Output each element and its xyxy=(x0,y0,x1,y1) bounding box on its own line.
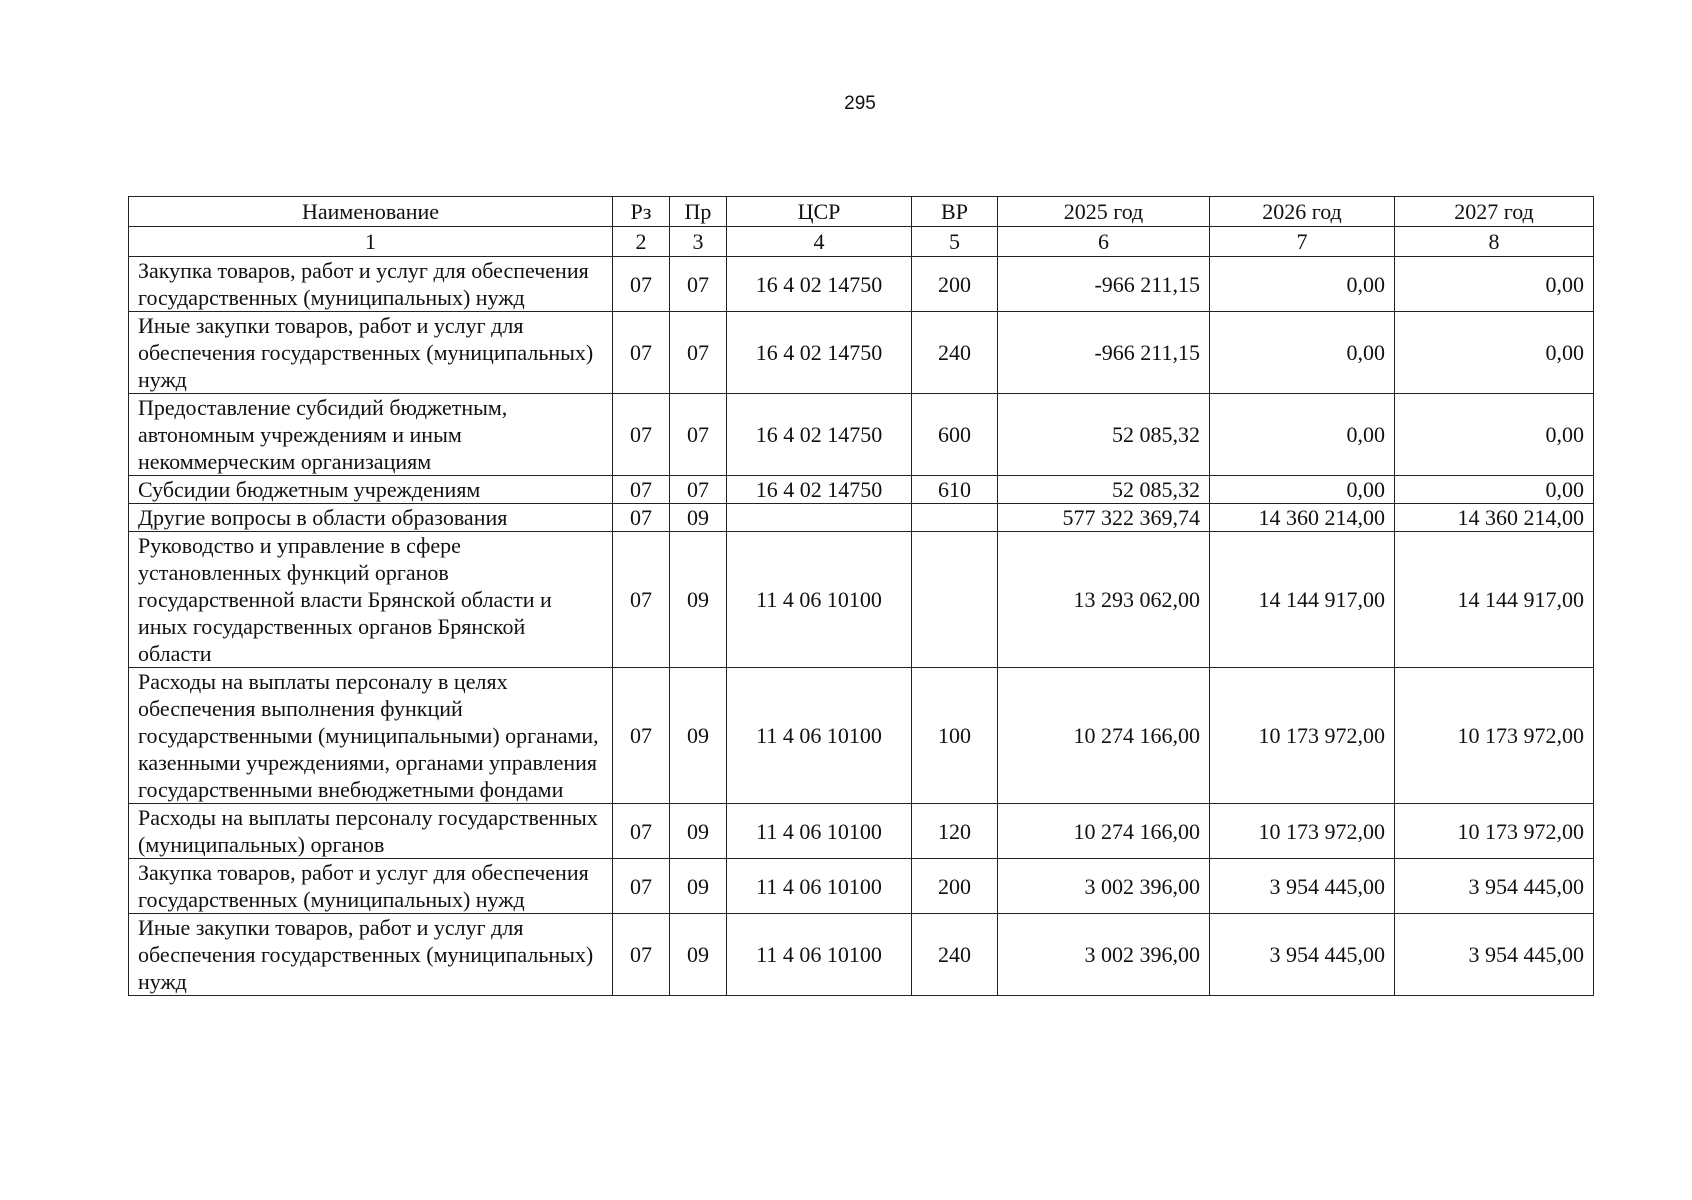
row-vr: 100 xyxy=(912,668,998,804)
column-number: 8 xyxy=(1395,227,1594,257)
row-name: Расходы на выплаты персоналу государственных (муниципальных) органов xyxy=(129,804,613,859)
row-csr: 16 4 02 14750 xyxy=(727,312,912,394)
row-vr xyxy=(912,504,998,532)
row-rz: 07 xyxy=(613,668,670,804)
row-vr: 240 xyxy=(912,312,998,394)
row-csr: 11 4 06 10100 xyxy=(727,914,912,996)
row-2027: 14 360 214,00 xyxy=(1395,504,1594,532)
row-name: Закупка товаров, работ и услуг для обеспечения государственных (муниципальных) нужд xyxy=(129,859,613,914)
row-rz: 07 xyxy=(613,476,670,504)
row-pr: 09 xyxy=(670,804,727,859)
row-pr: 07 xyxy=(670,476,727,504)
table-row xyxy=(129,859,1594,914)
row-vr: 200 xyxy=(912,257,998,312)
row-vr: 200 xyxy=(912,859,998,914)
row-name: Иные закупки товаров, работ и услуг для обеспечения государственных (муниципальных) нужд xyxy=(129,312,613,394)
row-csr: 16 4 02 14750 xyxy=(727,394,912,476)
row-pr: 09 xyxy=(670,859,727,914)
row-csr xyxy=(727,504,912,532)
row-2027: 0,00 xyxy=(1395,394,1594,476)
column-number-row xyxy=(129,227,1594,257)
row-name: Другие вопросы в области образования xyxy=(129,504,613,532)
header-2026: 2026 год xyxy=(1210,197,1395,227)
row-2026: 14 360 214,00 xyxy=(1210,504,1395,532)
row-vr: 600 xyxy=(912,394,998,476)
header-2027: 2027 год xyxy=(1395,197,1594,227)
row-rz: 07 xyxy=(613,394,670,476)
table-row xyxy=(129,312,1594,394)
row-2026: 14 144 917,00 xyxy=(1210,532,1395,668)
row-2027: 0,00 xyxy=(1395,476,1594,504)
row-csr: 11 4 06 10100 xyxy=(727,532,912,668)
row-rz: 07 xyxy=(613,804,670,859)
row-csr: 16 4 02 14750 xyxy=(727,257,912,312)
row-csr: 11 4 06 10100 xyxy=(727,668,912,804)
row-2026: 10 173 972,00 xyxy=(1210,804,1395,859)
row-vr: 240 xyxy=(912,914,998,996)
row-2026: 3 954 445,00 xyxy=(1210,859,1395,914)
row-csr: 11 4 06 10100 xyxy=(727,804,912,859)
column-number: 4 xyxy=(727,227,912,257)
row-name: Руководство и управление в сфере установленных функций органов государственной власти Брянской области и иных государственных органов Брянской области xyxy=(129,532,613,668)
row-2025: 3 002 396,00 xyxy=(998,914,1210,996)
row-2025: 577 322 369,74 xyxy=(998,504,1210,532)
row-pr: 07 xyxy=(670,312,727,394)
column-number: 3 xyxy=(670,227,727,257)
header-row xyxy=(129,197,1594,227)
row-2027: 10 173 972,00 xyxy=(1395,668,1594,804)
row-2026: 0,00 xyxy=(1210,476,1395,504)
table-row xyxy=(129,532,1594,668)
row-2026: 0,00 xyxy=(1210,312,1395,394)
row-pr: 09 xyxy=(670,914,727,996)
row-2026: 0,00 xyxy=(1210,257,1395,312)
column-number: 7 xyxy=(1210,227,1395,257)
row-2025: -966 211,15 xyxy=(998,257,1210,312)
row-2027: 0,00 xyxy=(1395,257,1594,312)
row-csr: 11 4 06 10100 xyxy=(727,859,912,914)
row-2025: -966 211,15 xyxy=(998,312,1210,394)
column-number: 2 xyxy=(613,227,670,257)
row-name: Субсидии бюджетным учреждениям xyxy=(129,476,613,504)
table-row xyxy=(129,504,1594,532)
table-row xyxy=(129,804,1594,859)
header-name: Наименование xyxy=(129,197,613,227)
row-2027: 0,00 xyxy=(1395,312,1594,394)
table-row xyxy=(129,914,1594,996)
row-vr: 120 xyxy=(912,804,998,859)
row-vr xyxy=(912,532,998,668)
column-number: 5 xyxy=(912,227,998,257)
row-name: Предоставление субсидий бюджетным, автономным учреждениям и иным некоммерческим организациям xyxy=(129,394,613,476)
row-rz: 07 xyxy=(613,914,670,996)
row-pr: 09 xyxy=(670,668,727,804)
budget-table xyxy=(128,196,1594,996)
header-rz: Рз xyxy=(613,197,670,227)
table-row xyxy=(129,394,1594,476)
column-number: 6 xyxy=(998,227,1210,257)
row-rz: 07 xyxy=(613,312,670,394)
row-name: Закупка товаров, работ и услуг для обеспечения государственных (муниципальных) нужд xyxy=(129,257,613,312)
row-name: Иные закупки товаров, работ и услуг для обеспечения государственных (муниципальных) нужд xyxy=(129,914,613,996)
table-row xyxy=(129,668,1594,804)
row-2026: 10 173 972,00 xyxy=(1210,668,1395,804)
row-pr: 07 xyxy=(670,257,727,312)
row-2025: 10 274 166,00 xyxy=(998,668,1210,804)
row-2025: 13 293 062,00 xyxy=(998,532,1210,668)
row-2025: 3 002 396,00 xyxy=(998,859,1210,914)
row-pr: 09 xyxy=(670,532,727,668)
row-2027: 3 954 445,00 xyxy=(1395,914,1594,996)
row-2027: 3 954 445,00 xyxy=(1395,859,1594,914)
header-2025: 2025 год xyxy=(998,197,1210,227)
row-rz: 07 xyxy=(613,532,670,668)
row-rz: 07 xyxy=(613,859,670,914)
header-pr: Пр xyxy=(670,197,727,227)
row-2025: 52 085,32 xyxy=(998,476,1210,504)
row-pr: 09 xyxy=(670,504,727,532)
header-csr: ЦСР xyxy=(727,197,912,227)
table-row xyxy=(129,257,1594,312)
header-vr: ВР xyxy=(912,197,998,227)
page-number: 295 xyxy=(844,93,876,114)
row-2026: 3 954 445,00 xyxy=(1210,914,1395,996)
row-2027: 14 144 917,00 xyxy=(1395,532,1594,668)
row-name: Расходы на выплаты персоналу в целях обеспечения выполнения функций государственными (муниципальными) органами, казенными учреждениями, органами управления государственными внебюджетными фондами xyxy=(129,668,613,804)
row-pr: 07 xyxy=(670,394,727,476)
row-csr: 16 4 02 14750 xyxy=(727,476,912,504)
row-vr: 610 xyxy=(912,476,998,504)
row-2025: 10 274 166,00 xyxy=(998,804,1210,859)
row-2026: 0,00 xyxy=(1210,394,1395,476)
table-row xyxy=(129,476,1594,504)
row-rz: 07 xyxy=(613,257,670,312)
row-2025: 52 085,32 xyxy=(998,394,1210,476)
row-2027: 10 173 972,00 xyxy=(1395,804,1594,859)
column-number: 1 xyxy=(129,227,613,257)
row-rz: 07 xyxy=(613,504,670,532)
